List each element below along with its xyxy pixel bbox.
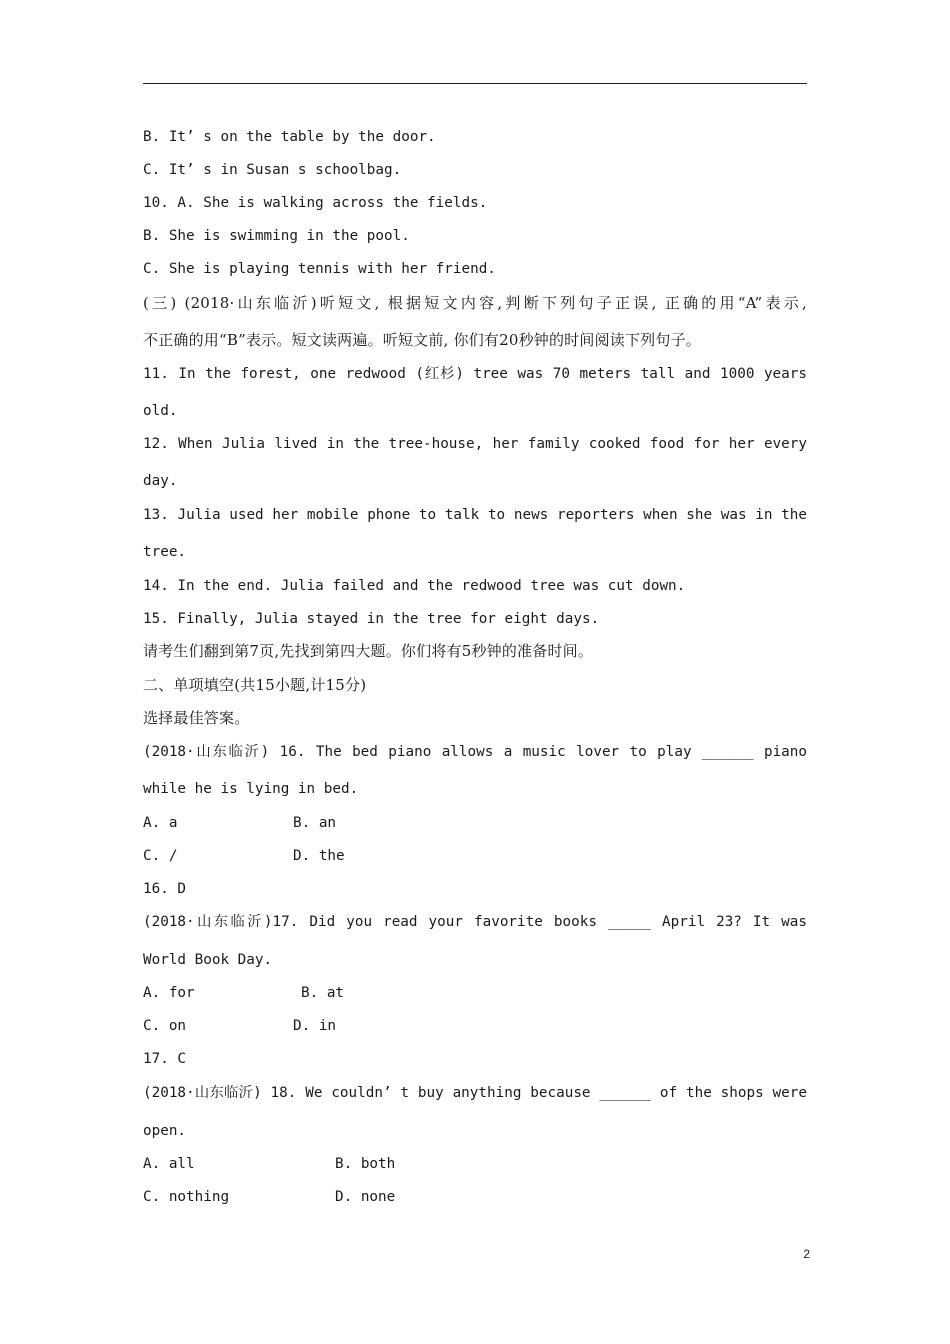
statement-11-cont: old. — [143, 403, 178, 419]
q16-option-a: A. a — [143, 815, 178, 831]
header-rule — [143, 83, 807, 84]
question-17: (2018·山东临沂)17. Did you read your favorite books _____ April 23? It was — [143, 914, 807, 930]
q17-option-a: A. for — [143, 985, 195, 1001]
question-16: (2018·山东临沂) 16. The bed piano allows a music lover to play ______ piano — [143, 744, 807, 760]
q10-option-b: B. She is swimming in the pool. — [143, 228, 410, 244]
q10-option-a: 10. A. She is walking across the fields. — [143, 195, 488, 211]
question-18: (2018·山东临沂) 18. We couldn’ t buy anything because ______ of the shops were — [143, 1085, 807, 1101]
statement-14: 14. In the end. Julia failed and the redwood tree was cut down. — [143, 578, 686, 594]
statement-13: 13. Julia used her mobile phone to talk to news reporters when she was in the — [143, 507, 807, 523]
question-16-cont: while he is lying in bed. — [143, 781, 359, 797]
turn-page-instruction: 请考生们翻到第7页,先找到第四大题。你们将有5秒钟的准备时间。 — [143, 642, 594, 660]
q18-option-d: D. none — [335, 1189, 396, 1205]
q16-option-b: B. an — [293, 815, 337, 831]
page-number: 2 — [803, 1247, 810, 1261]
question-17-cont: World Book Day. — [143, 952, 273, 968]
section3-instruction-line2: 不正确的用“B”表示。短文读两遍。听短文前, 你们有20秒钟的时间阅读下列句子。 — [143, 331, 701, 349]
q17-option-b: B. at — [301, 985, 345, 1001]
q17-option-c: C. on — [143, 1018, 187, 1034]
answer-17: 17. C — [143, 1051, 187, 1067]
q18-option-c: C. nothing — [143, 1189, 230, 1205]
section3-instruction-line1: (三) (2018·山东临沂)听短文, 根据短文内容,判断下列句子正误, 正确的用“A”表示, — [143, 294, 807, 312]
q18-option-b: B. both — [335, 1156, 396, 1172]
statement-12: 12. When Julia lived in the tree-house, her family cooked food for her every — [143, 436, 807, 452]
section2-heading: 二、单项填空(共15小题,计15分) — [143, 676, 367, 694]
q17-option-d: D. in — [293, 1018, 337, 1034]
q16-option-d: D. the — [293, 848, 345, 864]
statement-13-cont: tree. — [143, 544, 187, 560]
section2-instruction: 选择最佳答案。 — [143, 709, 250, 727]
q10-option-c: C. She is playing tennis with her friend. — [143, 261, 496, 277]
statement-15: 15. Finally, Julia stayed in the tree for eight days. — [143, 611, 600, 627]
q9-option-b: B. It’ s on the table by the door. — [143, 129, 436, 145]
q18-option-a: A. all — [143, 1156, 195, 1172]
q9-option-c: C. It’ s in Susan s schoolbag. — [143, 162, 402, 178]
question-18-cont: open. — [143, 1123, 187, 1139]
answer-16: 16. D — [143, 881, 187, 897]
statement-11: 11. In the forest, one redwood (红杉) tree was 70 meters tall and 1000 years — [143, 366, 807, 382]
statement-12-cont: day. — [143, 473, 178, 489]
q16-option-c: C. / — [143, 848, 178, 864]
